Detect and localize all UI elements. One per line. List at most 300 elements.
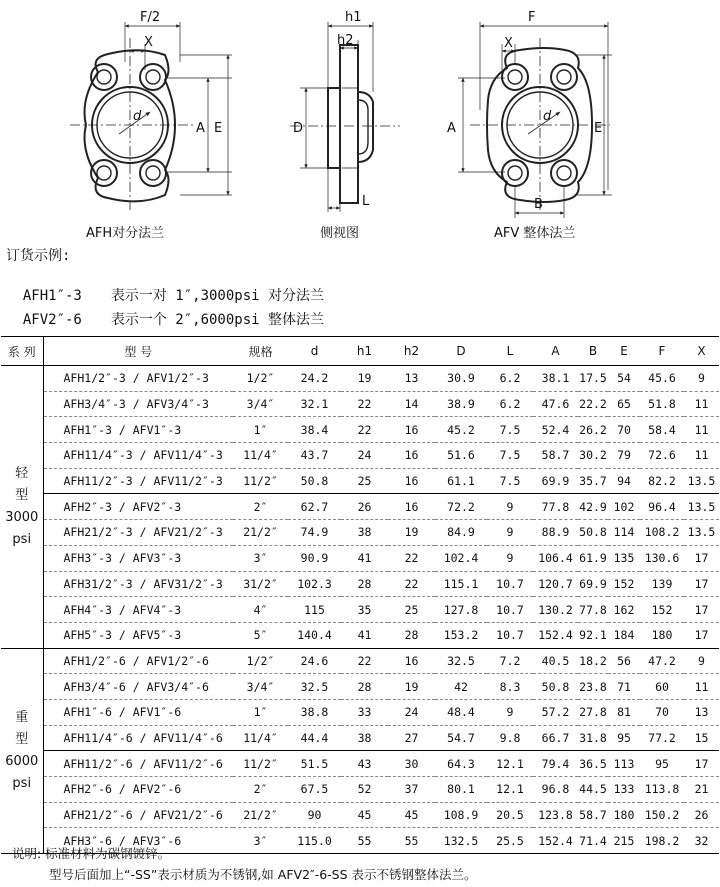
cell-f: 113.8 xyxy=(640,777,684,803)
cell-a: 152.4 xyxy=(533,622,578,648)
cell-model: AFH11/4″-3 / AFV11/4″-3 xyxy=(43,443,233,469)
cell-b: 50.8 xyxy=(578,520,608,546)
cell-h2: 19 xyxy=(388,520,435,546)
dim-label-dd: D xyxy=(293,121,304,136)
cell-x: 17 xyxy=(684,571,719,597)
cell-a: 130.2 xyxy=(533,597,578,623)
afh-front-view xyxy=(70,22,232,212)
cell-h1: 19 xyxy=(341,366,388,392)
cell-x: 11 xyxy=(684,417,719,443)
table-row xyxy=(1,751,719,777)
table-row xyxy=(1,622,719,648)
cell-x: 11 xyxy=(684,391,719,417)
cell-size: 3/4″ xyxy=(233,391,288,417)
cell-x: 26 xyxy=(684,802,719,828)
cell-f: 60 xyxy=(640,674,684,700)
cell-h2: 16 xyxy=(388,417,435,443)
cell-h1: 33 xyxy=(341,699,388,725)
cell-l: 25.5 xyxy=(487,828,533,854)
cell-h1: 35 xyxy=(341,597,388,623)
cell-h2: 22 xyxy=(388,571,435,597)
cell-size: 11/4″ xyxy=(233,443,288,469)
dim-label-e-right: E xyxy=(594,121,603,136)
cell-l: 10.7 xyxy=(487,571,533,597)
cell-a: 38.1 xyxy=(533,366,578,392)
cell-model: AFH2″-3 / AFV2″-3 xyxy=(43,494,233,520)
cell-l: 20.5 xyxy=(487,802,533,828)
cell-e: 113 xyxy=(608,751,640,777)
cell-size: 1″ xyxy=(233,417,288,443)
cell-d: 90 xyxy=(288,802,341,828)
caption-afh: AFH对分法兰 xyxy=(86,226,165,241)
table-row xyxy=(1,468,719,494)
cell-d: 102.3 xyxy=(288,571,341,597)
order-example-title: 订货示例: xyxy=(6,248,71,264)
cell-e: 180 xyxy=(608,802,640,828)
caption-afv: AFV 整体法兰 xyxy=(494,226,576,241)
cell-a: 69.9 xyxy=(533,468,578,494)
cell-b: 69.9 xyxy=(578,571,608,597)
cell-l: 7.2 xyxy=(487,648,533,674)
spec-table-body xyxy=(1,366,719,854)
header-dd: D xyxy=(435,337,487,366)
cell-a: 47.6 xyxy=(533,391,578,417)
order-example-desc: 表示一对 1″,3000psi 对分法兰 xyxy=(110,288,325,304)
cell-dd: 30.9 xyxy=(435,366,487,392)
table-row xyxy=(1,520,719,546)
cell-b: 44.5 xyxy=(578,777,608,803)
note-line-2: 型号后面加上“-SS”表示材质为不锈钢,如 AFV2″-6-SS 表示不锈钢整体法兰。 xyxy=(49,867,477,882)
cell-l: 9 xyxy=(487,520,533,546)
header-l: L xyxy=(487,337,533,366)
cell-h2: 27 xyxy=(388,725,435,751)
cell-size: 11/2″ xyxy=(233,751,288,777)
caption-side-view: 侧视图 xyxy=(320,226,360,241)
cell-h2: 14 xyxy=(388,391,435,417)
cell-x: 32 xyxy=(684,828,719,854)
cell-model: AFH3/4″-6 / AFV3/4″-6 xyxy=(43,674,233,700)
cell-model: AFH11/2″-3 / AFV11/2″-3 xyxy=(43,468,233,494)
cell-size: 21/2″ xyxy=(233,802,288,828)
cell-l: 9.8 xyxy=(487,725,533,751)
cell-h2: 16 xyxy=(388,443,435,469)
cell-b: 92.1 xyxy=(578,622,608,648)
dim-label-x-right: X xyxy=(504,36,513,51)
cell-d: 62.7 xyxy=(288,494,341,520)
table-row xyxy=(1,571,719,597)
cell-b: 58.7 xyxy=(578,802,608,828)
cell-model: AFH11/2″-6 / AFV11/2″-6 xyxy=(43,751,233,777)
cell-model: AFH3″-6 / AFV3″-6 xyxy=(43,828,233,854)
cell-d: 67.5 xyxy=(288,777,341,803)
cell-f: 198.2 xyxy=(640,828,684,854)
cell-size: 1/2″ xyxy=(233,366,288,392)
cell-e: 114 xyxy=(608,520,640,546)
cell-dd: 42 xyxy=(435,674,487,700)
series-label: 型 xyxy=(15,731,29,747)
cell-dd: 84.9 xyxy=(435,520,487,546)
cell-dd: 115.1 xyxy=(435,571,487,597)
cell-e: 184 xyxy=(608,622,640,648)
cell-h1: 25 xyxy=(341,468,388,494)
cell-l: 12.1 xyxy=(487,777,533,803)
order-example-code: AFH1″-3 xyxy=(22,288,82,304)
cell-h1: 38 xyxy=(341,520,388,546)
cell-f: 130.6 xyxy=(640,545,684,571)
note-line-1: 说明: 标准材料为碳钢镀锌。 xyxy=(12,846,171,861)
series-label: 重 xyxy=(15,709,29,725)
table-header-row xyxy=(1,337,719,366)
cell-model: AFH3/4″-3 / AFV3/4″-3 xyxy=(43,391,233,417)
cell-dd: 48.4 xyxy=(435,699,487,725)
cell-x: 9 xyxy=(684,366,719,392)
header-b: B xyxy=(578,337,608,366)
cell-h2: 30 xyxy=(388,751,435,777)
spec-table xyxy=(1,336,719,854)
cell-h2: 19 xyxy=(388,674,435,700)
cell-x: 17 xyxy=(684,622,719,648)
cell-x: 11 xyxy=(684,674,719,700)
cell-size: 21/2″ xyxy=(233,520,288,546)
cell-model: AFH3″-3 / AFV3″-3 xyxy=(43,545,233,571)
cell-size: 3″ xyxy=(233,828,288,854)
cell-a: 58.7 xyxy=(533,443,578,469)
cell-h1: 28 xyxy=(341,571,388,597)
cell-dd: 102.4 xyxy=(435,545,487,571)
cell-b: 42.9 xyxy=(578,494,608,520)
cell-x: 15 xyxy=(684,725,719,751)
cell-x: 13.5 xyxy=(684,494,719,520)
dim-label-l: L xyxy=(362,194,370,209)
cell-f: 70 xyxy=(640,699,684,725)
cell-h1: 26 xyxy=(341,494,388,520)
cell-h2: 13 xyxy=(388,366,435,392)
cell-h1: 22 xyxy=(341,648,388,674)
cell-a: 77.8 xyxy=(533,494,578,520)
cell-h2: 25 xyxy=(388,597,435,623)
cell-h1: 22 xyxy=(341,391,388,417)
cell-model: AFH1″-6 / AFV1″-6 xyxy=(43,699,233,725)
cell-model: AFH1″-3 / AFV1″-3 xyxy=(43,417,233,443)
cell-x: 13.5 xyxy=(684,520,719,546)
table-row xyxy=(1,699,719,725)
cell-e: 65 xyxy=(608,391,640,417)
header-f: F xyxy=(640,337,684,366)
cell-h2: 28 xyxy=(388,622,435,648)
cell-size: 2″ xyxy=(233,494,288,520)
cell-a: 50.8 xyxy=(533,674,578,700)
cell-l: 6.2 xyxy=(487,366,533,392)
cell-a: 120.7 xyxy=(533,571,578,597)
cell-a: 88.9 xyxy=(533,520,578,546)
series-cell xyxy=(1,366,43,649)
cell-x: 17 xyxy=(684,597,719,623)
cell-b: 71.4 xyxy=(578,828,608,854)
header-model: 型 号 xyxy=(43,337,233,366)
cell-a: 96.8 xyxy=(533,777,578,803)
dim-label-b: B xyxy=(534,197,543,212)
cell-h1: 45 xyxy=(341,802,388,828)
cell-model: AFH5″-3 / AFV5″-3 xyxy=(43,622,233,648)
table-row xyxy=(1,725,719,751)
cell-dd: 108.9 xyxy=(435,802,487,828)
cell-a: 52.4 xyxy=(533,417,578,443)
series-label: psi xyxy=(12,775,32,791)
cell-e: 135 xyxy=(608,545,640,571)
cell-size: 1/2″ xyxy=(233,648,288,674)
series-label: 型 xyxy=(15,487,29,503)
cell-f: 139 xyxy=(640,571,684,597)
header-size: 规格 xyxy=(233,337,288,366)
dim-label-h1: h1 xyxy=(345,10,362,25)
cell-x: 21 xyxy=(684,777,719,803)
cell-d: 38.4 xyxy=(288,417,341,443)
cell-dd: 38.9 xyxy=(435,391,487,417)
cell-l: 7.5 xyxy=(487,417,533,443)
cell-d: 32.5 xyxy=(288,674,341,700)
cell-f: 47.2 xyxy=(640,648,684,674)
cell-a: 123.8 xyxy=(533,802,578,828)
header-h1: h1 xyxy=(341,337,388,366)
cell-dd: 64.3 xyxy=(435,751,487,777)
cell-l: 12.1 xyxy=(487,751,533,777)
cell-h1: 43 xyxy=(341,751,388,777)
cell-f: 152 xyxy=(640,597,684,623)
dim-label-d-right: d xyxy=(543,109,552,124)
cell-h1: 38 xyxy=(341,725,388,751)
cell-l: 9 xyxy=(487,494,533,520)
cell-size: 11/2″ xyxy=(233,468,288,494)
cell-a: 66.7 xyxy=(533,725,578,751)
cell-d: 24.6 xyxy=(288,648,341,674)
dim-label-f: F xyxy=(528,10,536,25)
header-x: X xyxy=(684,337,719,366)
cell-size: 5″ xyxy=(233,622,288,648)
cell-b: 27.8 xyxy=(578,699,608,725)
cell-x: 11 xyxy=(684,443,719,469)
table-row xyxy=(1,802,719,828)
table-row xyxy=(1,366,719,392)
dim-label-h2: h2 xyxy=(337,33,354,48)
cell-f: 82.2 xyxy=(640,468,684,494)
cell-model: AFH2″-6 / AFV2″-6 xyxy=(43,777,233,803)
table-row xyxy=(1,648,719,674)
cell-d: 90.9 xyxy=(288,545,341,571)
cell-l: 8.3 xyxy=(487,674,533,700)
table-row xyxy=(1,391,719,417)
cell-size: 2″ xyxy=(233,777,288,803)
cell-dd: 45.2 xyxy=(435,417,487,443)
cell-l: 7.5 xyxy=(487,468,533,494)
cell-model: AFH4″-3 / AFV4″-3 xyxy=(43,597,233,623)
cell-b: 30.2 xyxy=(578,443,608,469)
cell-dd: 54.7 xyxy=(435,725,487,751)
cell-dd: 127.8 xyxy=(435,597,487,623)
series-label: 6000 xyxy=(5,753,39,769)
cell-b: 36.5 xyxy=(578,751,608,777)
cell-d: 43.7 xyxy=(288,443,341,469)
cell-dd: 72.2 xyxy=(435,494,487,520)
cell-e: 56 xyxy=(608,648,640,674)
cell-f: 108.2 xyxy=(640,520,684,546)
cell-l: 9 xyxy=(487,699,533,725)
cell-model: AFH1/2″-3 / AFV1/2″-3 xyxy=(43,366,233,392)
cell-h2: 16 xyxy=(388,468,435,494)
cell-model: AFH21/2″-6 / AFV21/2″-6 xyxy=(43,802,233,828)
cell-h2: 24 xyxy=(388,699,435,725)
cell-l: 10.7 xyxy=(487,597,533,623)
dim-label-a-right: A xyxy=(447,121,456,136)
cell-d: 44.4 xyxy=(288,725,341,751)
dim-label-e-left: E xyxy=(214,121,223,136)
cell-h2: 22 xyxy=(388,545,435,571)
technical-drawings xyxy=(0,0,720,250)
cell-h1: 55 xyxy=(341,828,388,854)
dim-label-a-left: A xyxy=(196,121,205,136)
order-example-2 xyxy=(6,293,324,329)
side-view xyxy=(290,22,400,212)
cell-model: AFH31/2″-3 / AFV31/2″-3 xyxy=(43,571,233,597)
cell-size: 3″ xyxy=(233,545,288,571)
cell-h1: 22 xyxy=(341,417,388,443)
cell-e: 152 xyxy=(608,571,640,597)
header-e: E xyxy=(608,337,640,366)
cell-d: 140.4 xyxy=(288,622,341,648)
cell-l: 10.7 xyxy=(487,622,533,648)
cell-a: 57.2 xyxy=(533,699,578,725)
cell-x: 13 xyxy=(684,699,719,725)
cell-f: 72.6 xyxy=(640,443,684,469)
cell-l: 9 xyxy=(487,545,533,571)
cell-x: 13.5 xyxy=(684,468,719,494)
cell-x: 17 xyxy=(684,545,719,571)
cell-b: 22.2 xyxy=(578,391,608,417)
cell-a: 152.4 xyxy=(533,828,578,854)
cell-f: 96.4 xyxy=(640,494,684,520)
cell-b: 26.2 xyxy=(578,417,608,443)
cell-d: 115 xyxy=(288,597,341,623)
cell-f: 150.2 xyxy=(640,802,684,828)
cell-b: 61.9 xyxy=(578,545,608,571)
cell-d: 74.9 xyxy=(288,520,341,546)
series-label: 3000 xyxy=(5,509,39,525)
cell-l: 7.5 xyxy=(487,443,533,469)
cell-model: AFH21/2″-3 / AFV21/2″-3 xyxy=(43,520,233,546)
cell-d: 32.1 xyxy=(288,391,341,417)
cell-f: 58.4 xyxy=(640,417,684,443)
cell-x: 17 xyxy=(684,751,719,777)
dim-label-d-left: d xyxy=(133,109,142,124)
cell-d: 38.8 xyxy=(288,699,341,725)
cell-b: 23.8 xyxy=(578,674,608,700)
cell-b: 17.5 xyxy=(578,366,608,392)
cell-e: 70 xyxy=(608,417,640,443)
dim-label-x-left: X xyxy=(144,35,153,50)
table-row xyxy=(1,674,719,700)
order-example-code: AFV2″-6 xyxy=(22,312,82,328)
cell-dd: 32.5 xyxy=(435,648,487,674)
cell-size: 3/4″ xyxy=(233,674,288,700)
cell-dd: 153.2 xyxy=(435,622,487,648)
cell-h2: 55 xyxy=(388,828,435,854)
cell-e: 95 xyxy=(608,725,640,751)
cell-f: 77.2 xyxy=(640,725,684,751)
header-d: d xyxy=(288,337,341,366)
notes xyxy=(12,843,477,885)
cell-size: 4″ xyxy=(233,597,288,623)
cell-f: 51.8 xyxy=(640,391,684,417)
cell-h2: 16 xyxy=(388,648,435,674)
cell-e: 162 xyxy=(608,597,640,623)
series-label: psi xyxy=(12,531,32,547)
series-label: 轻 xyxy=(15,465,29,481)
cell-b: 18.2 xyxy=(578,648,608,674)
cell-dd: 61.1 xyxy=(435,468,487,494)
cell-h1: 28 xyxy=(341,674,388,700)
table-row xyxy=(1,417,719,443)
cell-b: 35.7 xyxy=(578,468,608,494)
cell-h2: 45 xyxy=(388,802,435,828)
cell-size: 31/2″ xyxy=(233,571,288,597)
cell-a: 40.5 xyxy=(533,648,578,674)
cell-b: 31.8 xyxy=(578,725,608,751)
header-a: A xyxy=(533,337,578,366)
cell-e: 71 xyxy=(608,674,640,700)
cell-h1: 41 xyxy=(341,545,388,571)
cell-e: 81 xyxy=(608,699,640,725)
cell-h2: 16 xyxy=(388,494,435,520)
cell-f: 180 xyxy=(640,622,684,648)
cell-size: 1″ xyxy=(233,699,288,725)
cell-d: 115.0 xyxy=(288,828,341,854)
cell-dd: 132.5 xyxy=(435,828,487,854)
cell-a: 106.4 xyxy=(533,545,578,571)
cell-a: 79.4 xyxy=(533,751,578,777)
table-row xyxy=(1,494,719,520)
cell-l: 6.2 xyxy=(487,391,533,417)
cell-h1: 41 xyxy=(341,622,388,648)
cell-model: AFH11/4″-6 / AFV11/4″-6 xyxy=(43,725,233,751)
cell-e: 79 xyxy=(608,443,640,469)
cell-d: 24.2 xyxy=(288,366,341,392)
dim-label-half-f: F/2 xyxy=(140,10,161,25)
table-row xyxy=(1,597,719,623)
cell-h1: 24 xyxy=(341,443,388,469)
table-row xyxy=(1,545,719,571)
cell-dd: 51.6 xyxy=(435,443,487,469)
cell-size: 11/4″ xyxy=(233,725,288,751)
cell-e: 215 xyxy=(608,828,640,854)
cell-d: 51.5 xyxy=(288,751,341,777)
cell-f: 95 xyxy=(640,751,684,777)
cell-d: 50.8 xyxy=(288,468,341,494)
order-example-desc: 表示一个 2″,6000psi 整体法兰 xyxy=(110,312,325,328)
cell-h1: 52 xyxy=(341,777,388,803)
cell-e: 54 xyxy=(608,366,640,392)
cell-x: 9 xyxy=(684,648,719,674)
header-series: 系 列 xyxy=(1,337,43,366)
table-row xyxy=(1,443,719,469)
cell-h2: 37 xyxy=(388,777,435,803)
cell-e: 133 xyxy=(608,777,640,803)
cell-e: 94 xyxy=(608,468,640,494)
cell-model: AFH1/2″-6 / AFV1/2″-6 xyxy=(43,648,233,674)
cell-b: 77.8 xyxy=(578,597,608,623)
header-h2: h2 xyxy=(388,337,435,366)
cell-f: 45.6 xyxy=(640,366,684,392)
series-cell xyxy=(1,648,43,854)
afv-front-view xyxy=(458,22,612,218)
